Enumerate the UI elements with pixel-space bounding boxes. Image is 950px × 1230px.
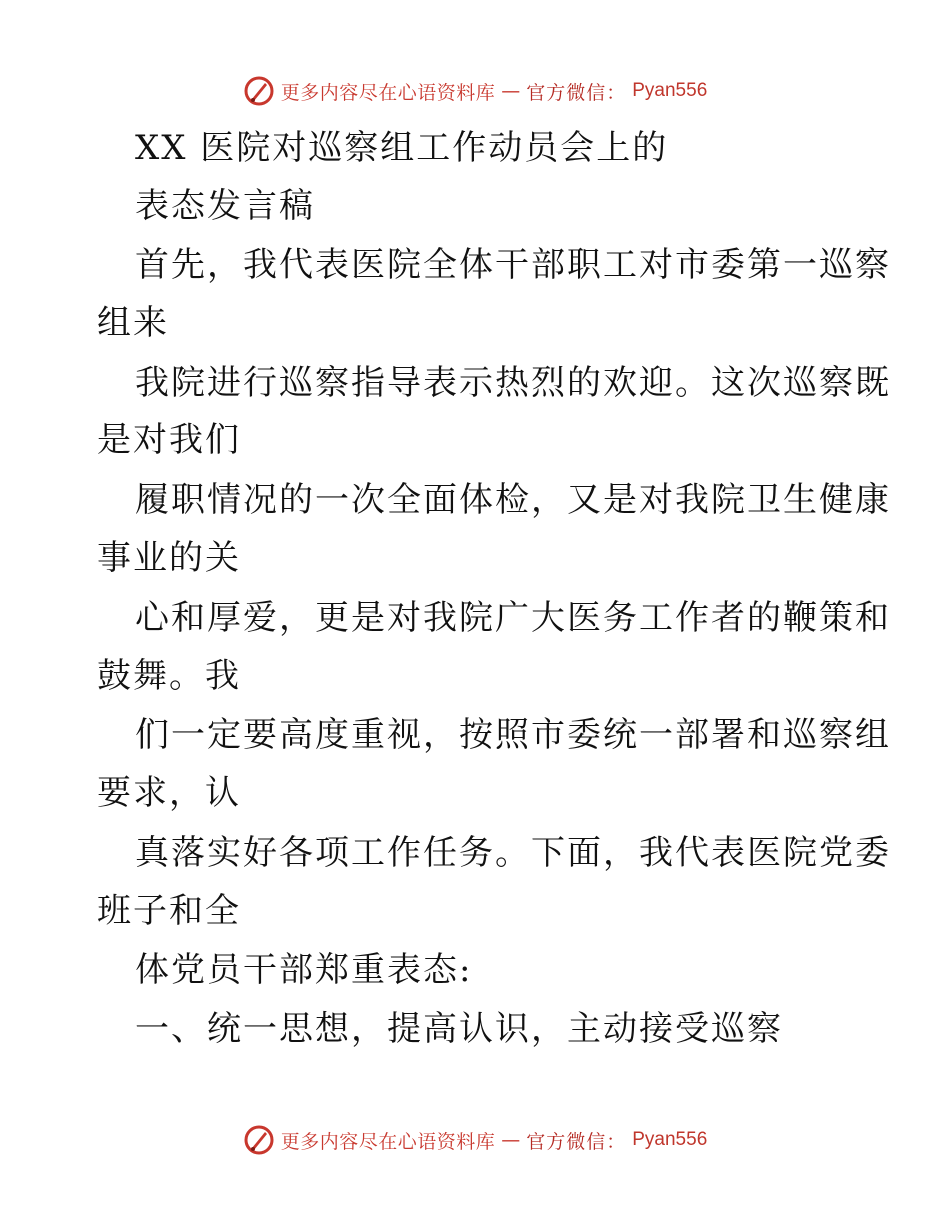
- paragraph-line: 组来: [97, 303, 169, 343]
- paragraph-line: 班子和全: [97, 891, 241, 931]
- paragraph-line: 是对我们: [97, 420, 241, 460]
- paragraph-line: 首先，我代表医院全体干部职工对市委第一巡察: [135, 245, 891, 285]
- quill-logo-icon: [243, 1124, 275, 1156]
- watermark-main-text: 更多内容尽在心语资料库: [280, 81, 496, 104]
- header-watermark: [0, 71, 950, 111]
- watermark-main-text: 更多内容尽在心语资料库: [280, 1130, 496, 1153]
- watermark-sub-text: 官方微信：: [526, 1130, 627, 1153]
- paragraph-line: 要求，认: [97, 773, 241, 813]
- quill-logo-icon: [243, 75, 275, 107]
- section-heading: 一、统一思想，提高认识，主动接受巡察: [135, 1009, 783, 1049]
- footer-watermark: [0, 1120, 950, 1160]
- title-line-2: 表态发言稿: [135, 186, 315, 226]
- paragraph-line: 心和厚爱，更是对我院广大医务工作者的鞭策和: [135, 598, 891, 638]
- paragraph-line: 履职情况的一次全面体检，又是对我院卫生健康: [135, 480, 891, 520]
- watermark-separator: —: [501, 1129, 521, 1151]
- paragraph-line: 真落实好各项工作任务。下面，我代表医院党委: [135, 833, 891, 873]
- paragraph-line: 我院进行巡察指导表示热烈的欢迎。这次巡察既: [135, 363, 891, 403]
- paragraph-line: 鼓舞。我: [97, 656, 241, 696]
- watermark-sub-text: 官方微信：: [526, 81, 627, 104]
- paragraph-line: 事业的关: [97, 538, 241, 578]
- title-line-1: XX 医院对巡察组工作动员会上的: [135, 128, 669, 168]
- watermark-id: Pyan556: [632, 1129, 708, 1150]
- paragraph-line: 们一定要高度重视，按照市委统一部署和巡察组: [135, 715, 891, 755]
- paragraph-line: 体党员干部郑重表态:: [135, 950, 473, 990]
- watermark-separator: —: [501, 80, 521, 102]
- watermark-id: Pyan556: [632, 80, 708, 101]
